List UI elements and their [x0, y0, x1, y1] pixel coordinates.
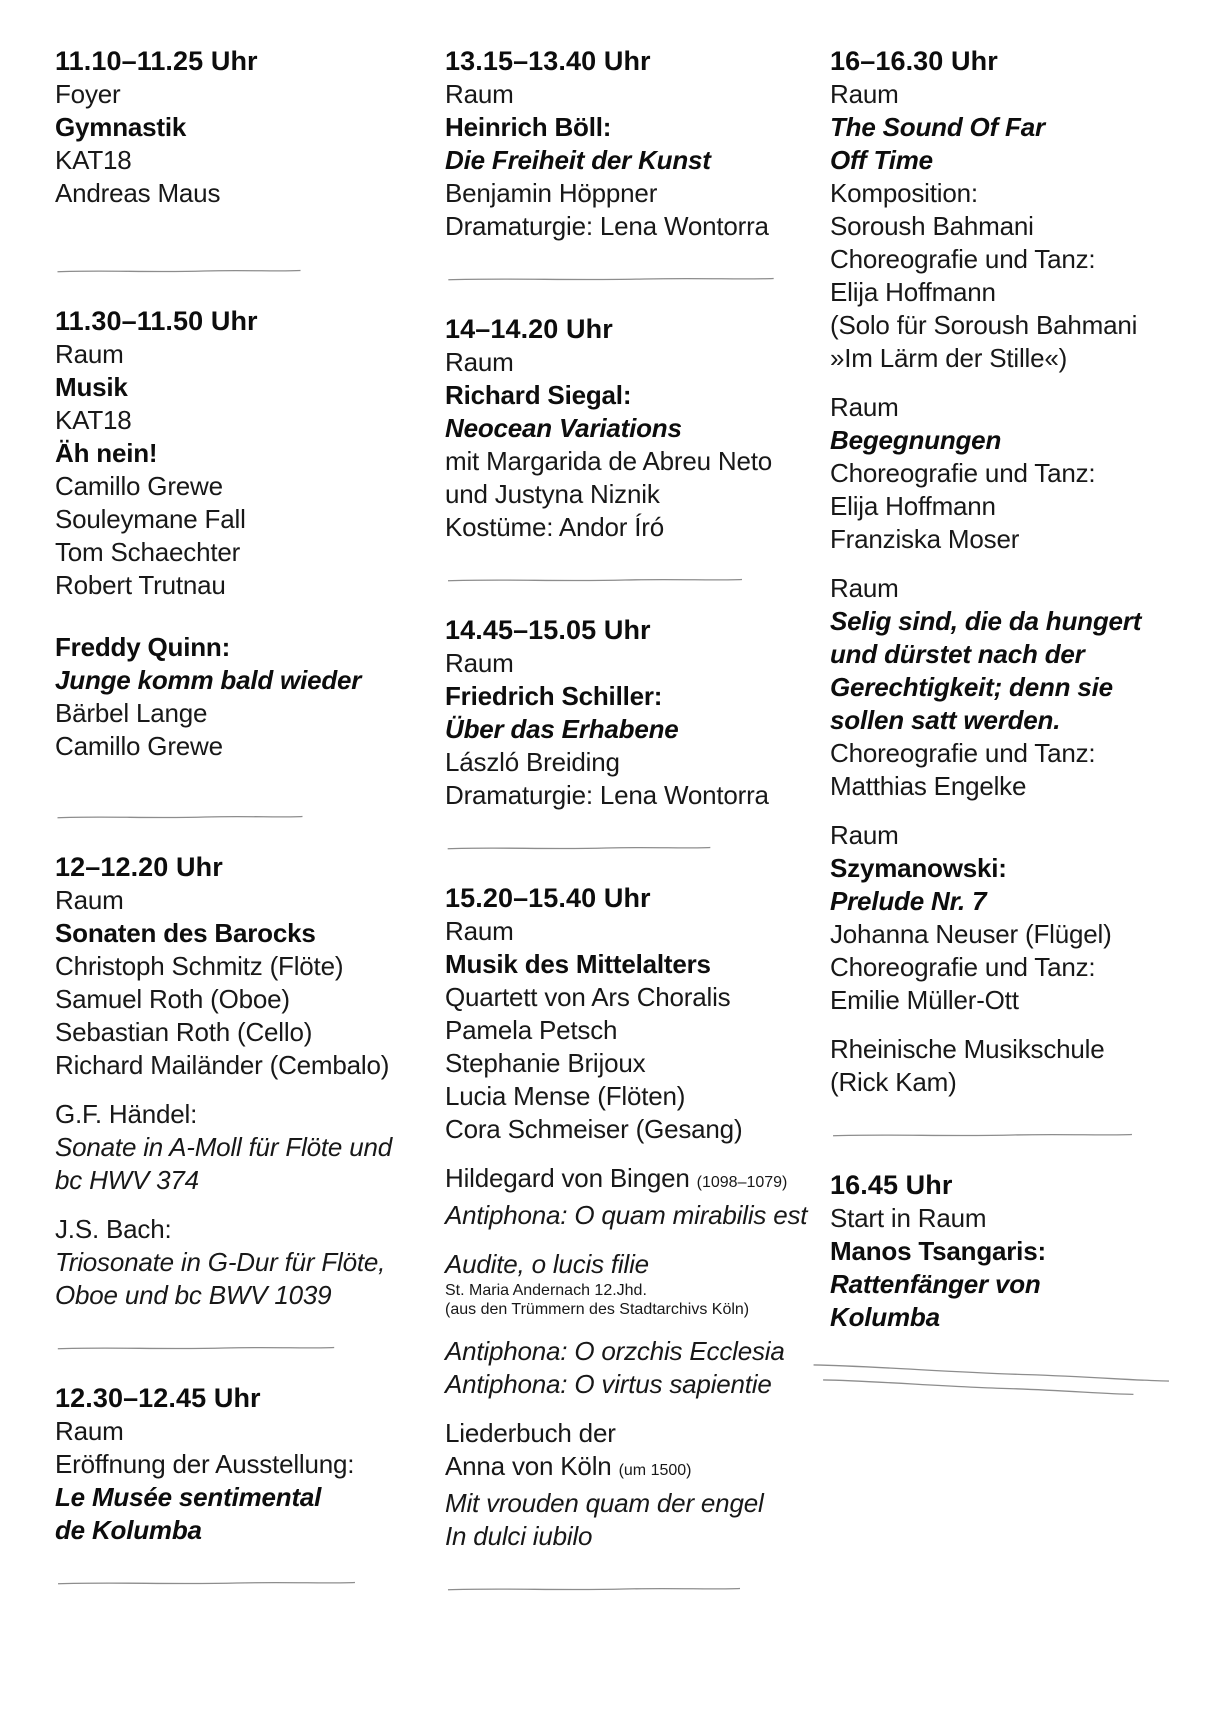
schedule-block: [55, 850, 405, 1312]
text-line: Musik des Mittelalters: [445, 949, 711, 979]
divider: [445, 275, 800, 282]
paragraph-gap: [445, 1146, 800, 1162]
text-line: Choreografie und Tanz:: [830, 458, 1096, 488]
time-heading: 12.30–12.45 Uhr: [55, 1383, 261, 1413]
text-line: sollen satt werden.: [830, 705, 1061, 735]
divider-line: [445, 576, 745, 583]
text-line: Musik: [55, 372, 128, 402]
column-1: [55, 44, 405, 1616]
text-line: Prelude Nr. 7: [830, 886, 987, 916]
column-2: [445, 44, 808, 1622]
divider-line: [55, 267, 303, 274]
text-line: Samuel Roth (Oboe): [55, 984, 290, 1014]
text-line: bc HWV 374: [55, 1165, 199, 1195]
text-line: und Justyna Niznik: [445, 479, 660, 509]
schedule-block: [445, 613, 800, 812]
time-heading: 12–12.20 Uhr: [55, 852, 223, 882]
text-line: »Im Lärm der Stille«): [830, 343, 1068, 373]
text-line: Freddy Quinn:: [55, 632, 231, 662]
text-line: Choreografie und Tanz:: [830, 952, 1096, 982]
divider: [445, 576, 800, 583]
text-line: Souleymane Fall: [55, 504, 246, 534]
text-line: Liederbuch der: [445, 1418, 616, 1448]
paragraph-gap: [830, 375, 1208, 391]
text-line: G.F. Händel:: [55, 1099, 198, 1129]
text-line: de Kolumba: [55, 1515, 202, 1545]
time-heading: 16–16.30 Uhr: [830, 46, 998, 76]
time-heading: 14.45–15.05 Uhr: [445, 615, 651, 645]
section-gap: [55, 763, 405, 781]
divider: [55, 813, 405, 820]
text-line: Lucia Mense (Flöten): [445, 1081, 686, 1111]
text-line: KAT18: [55, 145, 132, 175]
text-line: Triosonate in G-Dur für Flöte,: [55, 1247, 386, 1277]
text-line: J.S. Bach:: [55, 1214, 172, 1244]
text-line: und dürstet nach der: [830, 639, 1085, 669]
text-line: Choreografie und Tanz:: [830, 244, 1096, 274]
text-line: Hildegard von Bingen (1098–1079): [445, 1163, 788, 1193]
time-heading: 15.20–15.40 Uhr: [445, 883, 651, 913]
text-line: Gymnastik: [55, 112, 187, 142]
text-line: Neocean Variations: [445, 413, 682, 443]
divider-line: [830, 1131, 1135, 1138]
schedule-block: [445, 312, 800, 544]
text-line: mit Margarida de Abreu Neto: [445, 446, 772, 476]
text-line: Raum: [445, 79, 514, 109]
column-3: [830, 44, 1208, 1416]
text-line: Robert Trutnau: [55, 570, 226, 600]
text-line: Franziska Moser: [830, 524, 1020, 554]
text-line: Friedrich Schiller:: [445, 681, 663, 711]
text-line: Rattenfänger von: [830, 1269, 1041, 1299]
divider: [445, 844, 800, 851]
text-line: Stephanie Brijoux: [445, 1048, 646, 1078]
schedule-block: [55, 44, 405, 210]
text-line: Antiphona: O virtus sapientie: [445, 1369, 772, 1399]
text-line: Kostüme: Andor Író: [445, 512, 664, 542]
text-line: Johanna Neuser (Flügel): [830, 919, 1112, 949]
schedule-block: [830, 1168, 1208, 1334]
text-line: Foyer: [55, 79, 121, 109]
text-line: Rheinische Musikschule: [830, 1034, 1105, 1064]
paragraph-gap: [55, 1197, 405, 1213]
text-line: Junge komm bald wieder: [55, 665, 362, 695]
schedule-block: [55, 1381, 405, 1547]
text-line: Anna von Köln (um 1500): [445, 1451, 692, 1481]
time-heading: 11.30–11.50 Uhr: [55, 306, 258, 336]
text-line: Sonate in A-Moll für Flöte und: [55, 1132, 392, 1162]
time-heading: 13.15–13.40 Uhr: [445, 46, 651, 76]
text-line: Matthias Engelke: [830, 771, 1027, 801]
closing-lines: [830, 1356, 1208, 1416]
paragraph-gap: [830, 556, 1208, 572]
text-line: Bärbel Lange: [55, 698, 208, 728]
text-line: Eröffnung der Ausstellung:: [55, 1449, 355, 1479]
paragraph-gap: [55, 602, 405, 631]
text-line: Gerechtigkeit; denn sie: [830, 672, 1113, 702]
text-line: Choreografie und Tanz:: [830, 738, 1096, 768]
text-line: Kolumba: [830, 1302, 940, 1332]
divider-line: [445, 275, 777, 282]
text-line: Dramaturgie: Lena Wontorra: [445, 211, 769, 241]
paragraph-gap: [445, 1232, 800, 1248]
divider: [55, 1344, 405, 1351]
text-line: Cora Schmeiser (Gesang): [445, 1114, 743, 1144]
time-heading: 11.10–11.25 Uhr: [55, 46, 258, 76]
paragraph-gap: [55, 1082, 405, 1098]
date-annotation: (um 1500): [618, 1462, 692, 1479]
text-line: Antiphona: O quam mirabilis est: [445, 1200, 808, 1230]
schedule-block: [55, 304, 405, 763]
text-line: Quartett von Ars Choralis: [445, 982, 731, 1012]
text-line: (Rick Kam): [830, 1067, 957, 1097]
text-line: Dramaturgie: Lena Wontorra: [445, 780, 769, 810]
divider-line: [55, 813, 305, 820]
text-line: Richard Siegal:: [445, 380, 632, 410]
text-line: Die Freiheit der Kunst: [445, 145, 711, 175]
divider: [445, 1585, 800, 1592]
text-line: Mit vrouden quam der engel: [445, 1488, 764, 1518]
text-line: Audite, o lucis filie: [445, 1249, 649, 1279]
text-line: Sebastian Roth (Cello): [55, 1017, 313, 1047]
text-line: Off Time: [830, 145, 933, 175]
text-line: Raum: [445, 648, 514, 678]
text-line: Raum: [55, 339, 124, 369]
text-line: Raum: [445, 916, 514, 946]
text-line: Raum: [830, 79, 899, 109]
text-line: Christoph Schmitz (Flöte): [55, 951, 344, 981]
divider: [55, 267, 405, 274]
text-line: Über das Erhabene: [445, 714, 679, 744]
divider: [830, 1131, 1208, 1138]
schedule-block: [445, 44, 800, 243]
text-line: (aus den Trümmern des Stadtarchivs Köln): [445, 1301, 750, 1318]
divider-line: [445, 1585, 743, 1592]
text-line: Elija Hoffmann: [830, 277, 996, 307]
text-line: Sonaten des Barocks: [55, 918, 316, 948]
text-line: Raum: [830, 392, 899, 422]
text-line: In dulci iubilo: [445, 1521, 593, 1551]
schedule-block: [830, 44, 1208, 1099]
text-line: Oboe und bc BWV 1039: [55, 1280, 332, 1310]
text-line: Antiphona: O orzchis Ecclesia: [445, 1336, 785, 1366]
text-line: Benjamin Höppner: [445, 178, 658, 208]
text-line: Manos Tsangaris:: [830, 1236, 1046, 1266]
text-line: Le Musée sentimental: [55, 1482, 322, 1512]
text-line: Begegnungen: [830, 425, 1002, 455]
text-line: Raum: [830, 573, 899, 603]
text-line: (Solo für Soroush Bahmani: [830, 310, 1138, 340]
section-gap: [55, 210, 405, 235]
divider-line: [55, 1579, 358, 1586]
text-line: Emilie Müller-Ott: [830, 985, 1019, 1015]
text-line: Szymanowski:: [830, 853, 1007, 883]
text-line: Selig sind, die da hungert: [830, 606, 1142, 636]
text-line: Komposition:: [830, 178, 978, 208]
text-line: St. Maria Andernach 12.Jhd.: [445, 1282, 647, 1299]
text-line: Camillo Grewe: [55, 731, 223, 761]
paragraph-gap: [830, 1017, 1208, 1033]
time-heading: 16.45 Uhr: [830, 1170, 953, 1200]
text-line: Elija Hoffmann: [830, 491, 996, 521]
paragraph-gap: [445, 1319, 800, 1335]
divider-line: [445, 844, 713, 851]
text-line: László Breiding: [445, 747, 620, 777]
paragraph-gap: [445, 1401, 800, 1417]
divider-line: [55, 1344, 337, 1351]
text-line: The Sound Of Far: [830, 112, 1045, 142]
text-line: Pamela Petsch: [445, 1015, 618, 1045]
text-line: Heinrich Böll:: [445, 112, 612, 142]
date-annotation: (1098–1079): [696, 1174, 788, 1191]
text-line: Raum: [445, 347, 514, 377]
paragraph-gap: [830, 803, 1208, 819]
divider: [55, 1579, 405, 1586]
text-line: Raum: [55, 885, 124, 915]
text-line: Tom Schaechter: [55, 537, 241, 567]
text-line: Raum: [55, 1416, 124, 1446]
schedule-block: [445, 881, 808, 1553]
text-line: Soroush Bahmani: [830, 211, 1034, 241]
text-line: Raum: [830, 820, 899, 850]
text-line: Äh nein!: [55, 438, 158, 468]
text-line: Camillo Grewe: [55, 471, 223, 501]
text-line: Andreas Maus: [55, 178, 221, 208]
text-line: Richard Mailänder (Cembalo): [55, 1050, 390, 1080]
text-line: Start in Raum: [830, 1203, 987, 1233]
text-line: KAT18: [55, 405, 132, 435]
time-heading: 14–14.20 Uhr: [445, 314, 613, 344]
